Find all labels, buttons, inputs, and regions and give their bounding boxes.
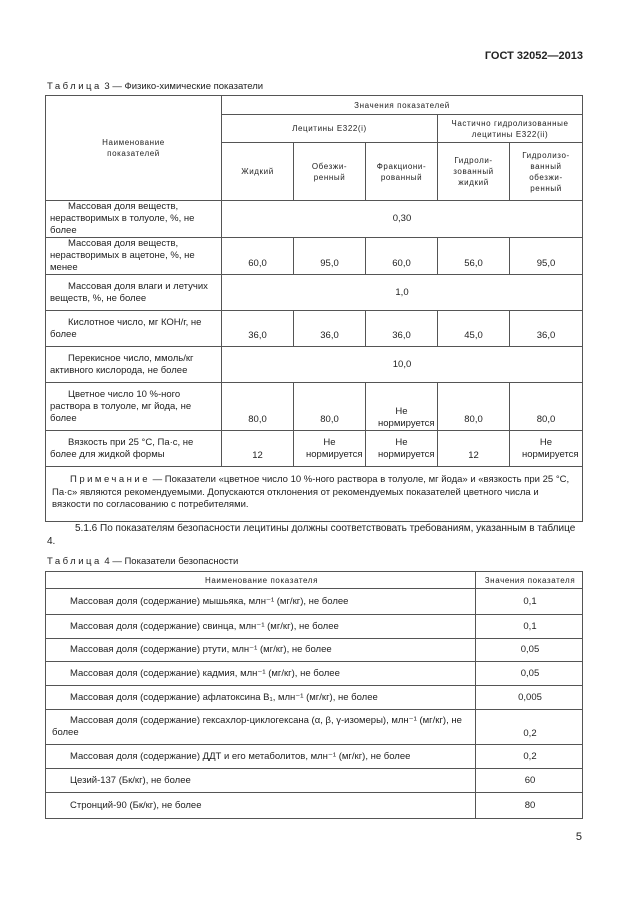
row-label: Массовая доля влаги и летучих веществ, %, не более	[50, 280, 208, 304]
row-value: 0,30	[222, 201, 583, 238]
note-label: Примечание	[70, 474, 150, 485]
row-label: Массовая доля (содержание) гексахлор-циклогексана (α, β, γ-изомеры), млн⁻¹ (мг/кг), не более	[52, 715, 462, 738]
row-value: 0,2	[476, 710, 583, 745]
row-label: Массовая доля веществ, нерастворимых в ацетоне, %, не менее	[50, 238, 195, 273]
row-value: 80	[476, 793, 583, 819]
note-text: — Показатели «цветное число 10 %-ного раствора в толуоле, мг йода» и «вязкость при 25 °С, Па·с» являются рекомендуемыми. Допускаются отклонения от рекомендуемых показателей цветного числа и вязкости по согласованию с потребителями.	[52, 474, 570, 510]
row-value: 0,2	[476, 745, 583, 769]
table-row	[46, 745, 583, 769]
col-header-fractionated: Фракциони-рованный	[366, 143, 438, 201]
col-header-hydrolyzed-defatted: Гидролизо-ванный обезжи-ренный	[510, 143, 583, 201]
row-value: 36,0	[294, 311, 366, 347]
col-header-name: Наименование показателей	[46, 96, 222, 201]
row-value: 80,0	[294, 383, 366, 431]
col-header-liquid: Жидкий	[222, 143, 294, 201]
col-header-indicator: Наименование показателя	[46, 572, 476, 589]
row-value: 95,0	[510, 238, 583, 275]
row-value: 10,0	[222, 347, 583, 383]
col-header-hydrolyzed-liquid: Гидроли-зованный жидкий	[438, 143, 510, 201]
document-code: ГОСТ 32052—2013	[484, 50, 583, 62]
row-value: 95,0	[294, 238, 366, 275]
table3-note	[46, 467, 583, 522]
table-row	[46, 769, 583, 793]
row-value: 60	[476, 769, 583, 793]
table-row	[46, 238, 583, 275]
row-label: Вязкость при 25 °С, Па·с, не более для жидкой формы	[50, 436, 194, 460]
table-row	[46, 275, 583, 311]
row-value: 36,0	[510, 311, 583, 347]
row-value: 0,1	[476, 615, 583, 639]
table-row	[46, 347, 583, 383]
row-value: 60,0	[366, 238, 438, 275]
row-value: 36,0	[222, 311, 294, 347]
row-value: 45,0	[438, 311, 510, 347]
row-label: Перекисное число, ммоль/кг активного кислорода, не более	[50, 352, 194, 376]
physico-chemical-table	[45, 95, 583, 522]
row-label: Массовая доля (содержание) ДДТ и его метаболитов, млн⁻¹ (мг/кг), не более	[70, 750, 411, 762]
row-value: 80,0	[222, 383, 294, 431]
row-value: 12	[222, 431, 294, 467]
row-label: Цветное число 10 %-ного раствора в толуоле, мг йода, не более	[50, 388, 192, 424]
table-row	[46, 431, 583, 467]
table-row	[46, 639, 583, 662]
table-row	[46, 201, 583, 238]
row-value: Не нормируется	[366, 431, 438, 467]
row-value: Не нормируется	[510, 431, 583, 467]
row-value: 80,0	[510, 383, 583, 431]
row-value: 12	[438, 431, 510, 467]
row-value: 60,0	[222, 238, 294, 275]
row-label: Цезий-137 (Бк/кг), не более	[70, 774, 191, 786]
row-label: Массовая доля (содержание) мышьяка, млн⁻¹ (мг/кг), не более	[70, 595, 349, 607]
row-label: Массовая доля (содержание) свинца, млн⁻¹ (мг/кг), не более	[70, 620, 339, 632]
col-header-defatted: Обезжи-ренный	[294, 143, 366, 201]
row-value: 36,0	[366, 311, 438, 347]
col-header-values: Значения показателей	[222, 96, 583, 115]
row-value: 1,0	[222, 275, 583, 311]
table-row	[46, 686, 583, 710]
table-row	[46, 710, 583, 745]
row-value: Не нормируется	[366, 383, 438, 431]
row-value: 0,1	[476, 589, 583, 615]
col-header-hydrolyzed: Частично гидролизованные лецитины Е322(ii)	[438, 115, 583, 143]
safety-table	[45, 571, 583, 819]
table4-caption: Таблица 4 — Показатели безопасности	[47, 556, 239, 567]
row-value: 56,0	[438, 238, 510, 275]
row-value: 0,005	[476, 686, 583, 710]
table3-caption: Таблица 3 — Физико-химические показатели	[47, 81, 264, 92]
row-value: 0,05	[476, 639, 583, 662]
table-row	[46, 793, 583, 819]
row-label: Стронций-90 (Бк/кг), не более	[70, 799, 202, 811]
row-label: Массовая доля (содержание) афлатоксина В₁, млн⁻¹ (мг/кг), не более	[70, 691, 378, 703]
row-label: Массовая доля (содержание) кадмия, млн⁻¹ (мг/кг), не более	[70, 667, 340, 679]
row-value: 80,0	[438, 383, 510, 431]
table-row	[46, 615, 583, 639]
table-row	[46, 383, 583, 431]
row-value: Не нормируется	[294, 431, 366, 467]
table-row	[46, 589, 583, 615]
row-label: Кислотное число, мг КОН/г, не более	[50, 316, 202, 340]
paragraph-5-1-6: 5.1.6 По показателям безопасности лецитины должны соответствовать требованиям, указанным в таблице 4.	[47, 523, 576, 547]
col-header-value: Значения показателя	[476, 572, 583, 589]
row-label: Массовая доля веществ, нерастворимых в толуоле, %, не более	[50, 201, 195, 236]
page-number: 5	[575, 831, 582, 843]
row-label: Массовая доля (содержание) ртути, млн⁻¹ (мг/кг), не более	[70, 644, 332, 655]
table-row	[46, 662, 583, 686]
col-header-lecithins: Лецитины Е322(i)	[222, 115, 438, 143]
row-value: 0,05	[476, 662, 583, 686]
table-row	[46, 311, 583, 347]
